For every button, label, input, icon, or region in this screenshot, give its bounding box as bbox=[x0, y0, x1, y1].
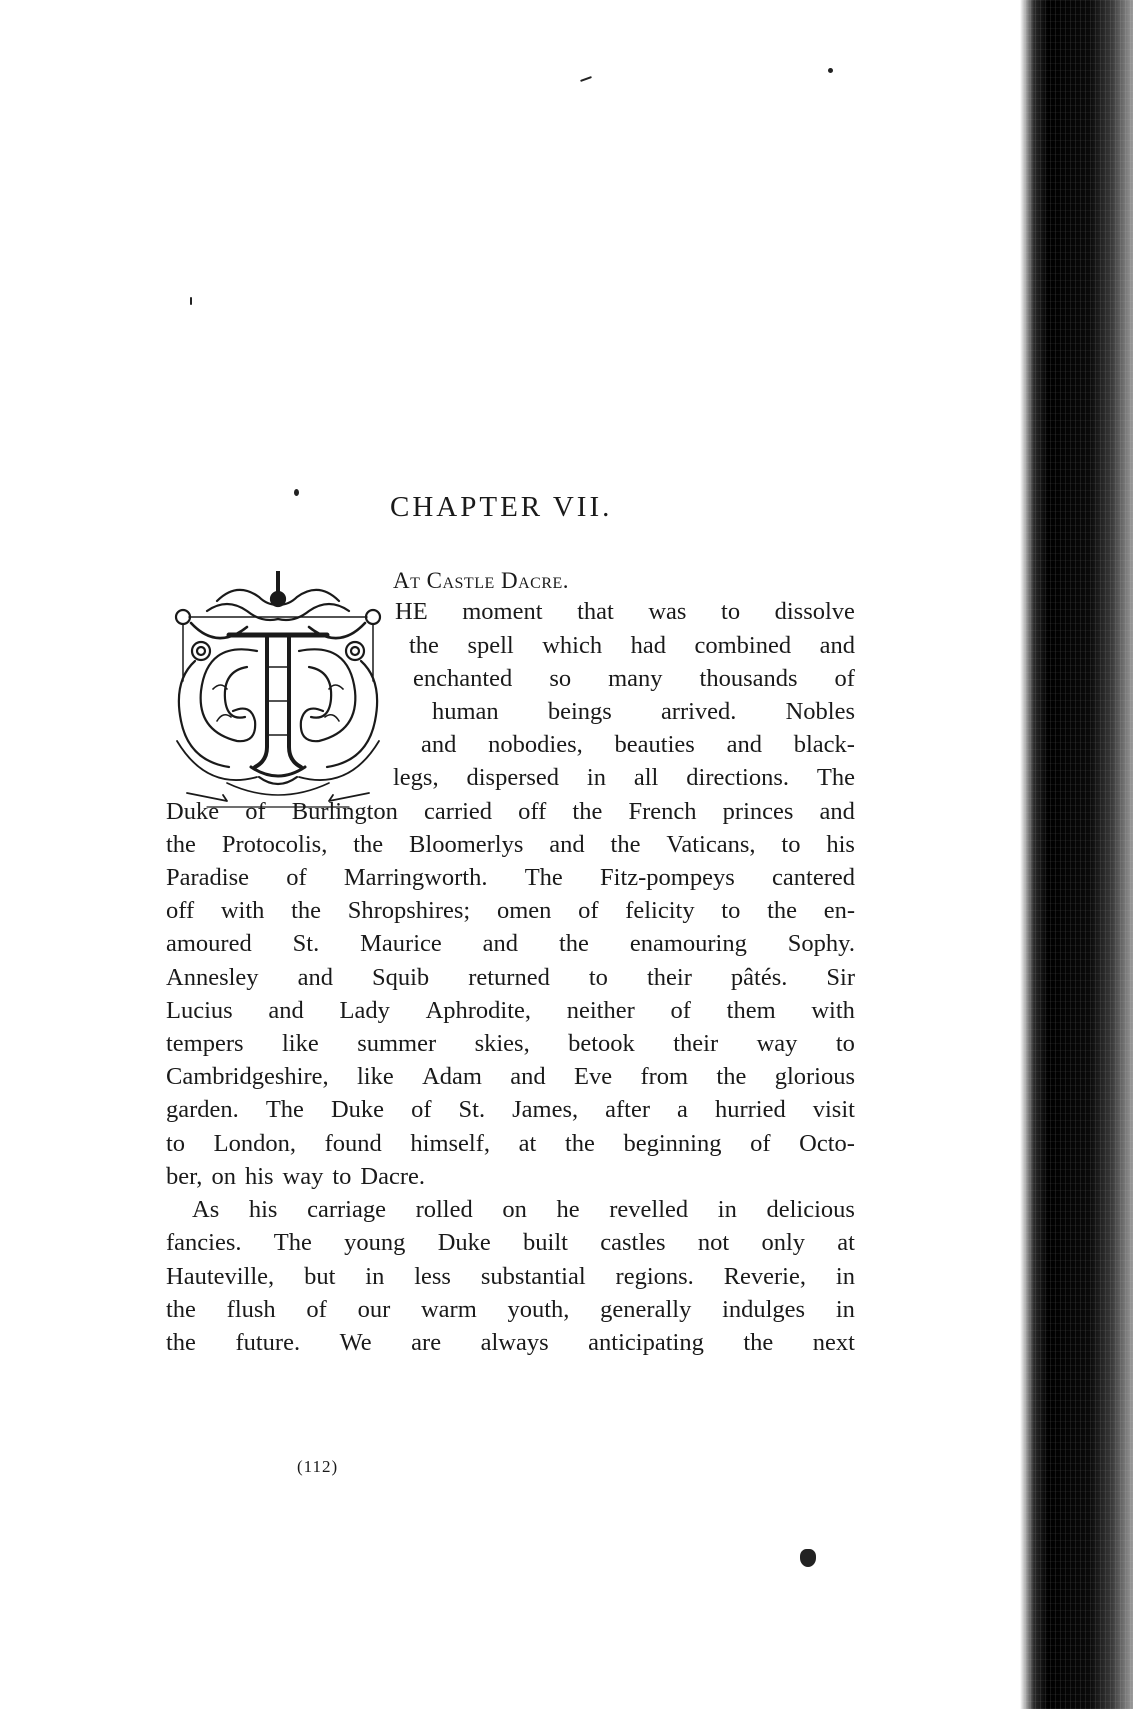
word: flush bbox=[226, 1296, 276, 1323]
word: Hauteville, bbox=[166, 1263, 275, 1290]
word: returned bbox=[468, 964, 550, 991]
word: at bbox=[518, 1130, 537, 1157]
word: the bbox=[409, 632, 439, 659]
word: of bbox=[411, 1096, 432, 1123]
word: the bbox=[166, 1296, 196, 1323]
scan-speck bbox=[580, 76, 592, 82]
word: like bbox=[282, 1030, 319, 1057]
word: to bbox=[721, 897, 741, 924]
word: skies, bbox=[474, 1030, 530, 1057]
word: indulges bbox=[722, 1296, 806, 1323]
word: felicity bbox=[625, 897, 695, 924]
scan-speck bbox=[190, 297, 192, 305]
word: James, bbox=[512, 1096, 579, 1123]
word: the bbox=[558, 930, 589, 957]
word: the bbox=[353, 831, 384, 858]
word: and bbox=[726, 731, 762, 758]
word: but bbox=[304, 1263, 336, 1290]
word: our bbox=[357, 1296, 391, 1323]
word: only bbox=[761, 1229, 805, 1256]
word: of bbox=[670, 997, 691, 1024]
word: hurried bbox=[714, 1096, 786, 1123]
word: Fitz-pompeys bbox=[600, 864, 735, 891]
word: regions. bbox=[615, 1263, 694, 1290]
text-line bbox=[166, 929, 855, 959]
word: on bbox=[502, 1196, 527, 1223]
word: spell bbox=[467, 632, 514, 659]
word: not bbox=[697, 1229, 730, 1256]
word: to bbox=[588, 964, 608, 991]
word: Dacre. bbox=[360, 1163, 426, 1190]
word: the bbox=[767, 897, 797, 924]
text-line bbox=[409, 631, 855, 661]
word: moment bbox=[462, 598, 543, 625]
word: directions. bbox=[686, 764, 790, 791]
text-line bbox=[421, 730, 855, 760]
word: and bbox=[819, 632, 855, 659]
word: Duke bbox=[166, 798, 220, 825]
word: of bbox=[286, 864, 307, 891]
text-line bbox=[166, 797, 855, 827]
word: generally bbox=[600, 1296, 692, 1323]
word: their bbox=[673, 1030, 719, 1057]
page-number: (112) bbox=[297, 1457, 339, 1476]
word: substantial bbox=[480, 1263, 586, 1290]
text-line bbox=[166, 1162, 855, 1192]
word: combined bbox=[694, 632, 792, 659]
word: The bbox=[816, 764, 855, 791]
word: are bbox=[411, 1329, 442, 1356]
word: and bbox=[297, 964, 333, 991]
word: the bbox=[610, 831, 641, 858]
word: the bbox=[572, 798, 603, 825]
word: many bbox=[608, 665, 663, 692]
ornamental-initial-icon bbox=[167, 571, 389, 811]
word: St. bbox=[458, 1096, 486, 1123]
word: rolled bbox=[415, 1196, 473, 1223]
word: them bbox=[726, 997, 776, 1024]
text-line bbox=[166, 1295, 855, 1325]
word: cantered bbox=[772, 864, 855, 891]
word: next bbox=[812, 1329, 855, 1356]
word: enchanted bbox=[413, 665, 513, 692]
word: Reverie, bbox=[723, 1263, 806, 1290]
text-line bbox=[166, 896, 855, 926]
chapter-heading: CHAPTER VII. bbox=[390, 491, 613, 523]
word: the bbox=[166, 831, 196, 858]
word: himself, bbox=[410, 1130, 491, 1157]
word: Duke bbox=[437, 1229, 491, 1256]
word: in bbox=[835, 1296, 855, 1323]
drop-cap bbox=[167, 571, 389, 811]
word: and bbox=[510, 1063, 546, 1090]
word: after bbox=[605, 1096, 651, 1123]
word: the bbox=[564, 1130, 595, 1157]
word: Shropshires; bbox=[347, 897, 471, 924]
word: black- bbox=[793, 731, 855, 758]
word: Marringworth. bbox=[343, 864, 488, 891]
word: from bbox=[640, 1063, 689, 1090]
word: Aphrodite, bbox=[425, 997, 532, 1024]
word: with bbox=[220, 897, 265, 924]
word: to bbox=[166, 1130, 186, 1157]
word: Cambridgeshire, bbox=[166, 1063, 329, 1090]
word: Sophy. bbox=[787, 930, 855, 957]
word: their bbox=[646, 964, 692, 991]
word: Bloomerlys bbox=[409, 831, 524, 858]
word: off bbox=[518, 798, 547, 825]
text-line bbox=[166, 863, 855, 893]
word: of bbox=[834, 665, 855, 692]
word: to bbox=[332, 1163, 352, 1190]
word: Duke bbox=[330, 1096, 385, 1123]
word: en- bbox=[823, 897, 855, 924]
word: castles bbox=[600, 1229, 666, 1256]
word: tempers bbox=[166, 1030, 244, 1057]
word: and bbox=[482, 930, 519, 957]
word: revelled bbox=[609, 1196, 689, 1223]
text-line bbox=[395, 597, 855, 627]
word: way bbox=[282, 1163, 324, 1190]
text-line bbox=[166, 1062, 855, 1092]
word: to bbox=[721, 598, 741, 625]
word: the bbox=[166, 1329, 196, 1356]
word: Maurice bbox=[360, 930, 442, 957]
word: Squib bbox=[371, 964, 430, 991]
word: We bbox=[339, 1329, 372, 1356]
word: arrived. bbox=[660, 698, 737, 725]
word: French bbox=[628, 798, 697, 825]
scan-speck bbox=[294, 489, 299, 496]
word: Lady bbox=[339, 997, 390, 1024]
word: in bbox=[586, 764, 606, 791]
word: dispersed bbox=[466, 764, 560, 791]
word: and bbox=[819, 798, 855, 825]
text-line bbox=[166, 1228, 855, 1258]
word: he bbox=[556, 1196, 580, 1223]
word: beings bbox=[547, 698, 612, 725]
word: way bbox=[756, 1030, 798, 1057]
text-line bbox=[413, 664, 855, 694]
word: glorious bbox=[774, 1063, 855, 1090]
word: Eve bbox=[574, 1063, 613, 1090]
word: legs, bbox=[393, 764, 439, 791]
word: Lucius bbox=[166, 997, 233, 1024]
word: ber, bbox=[166, 1163, 203, 1190]
word: of bbox=[306, 1296, 327, 1323]
chapter-subtitle: At Castle Dacre. bbox=[393, 568, 570, 593]
word: St. bbox=[292, 930, 320, 957]
word: delicious bbox=[766, 1196, 855, 1223]
word: youth, bbox=[507, 1296, 570, 1323]
word: thousands bbox=[699, 665, 798, 692]
text-line bbox=[166, 996, 855, 1026]
word: The bbox=[273, 1229, 312, 1256]
word: to bbox=[835, 1030, 855, 1057]
text-line bbox=[166, 1029, 855, 1059]
word: Annesley bbox=[166, 964, 259, 991]
word: omen bbox=[496, 897, 552, 924]
text-line bbox=[166, 1328, 855, 1358]
scan-speck bbox=[828, 68, 833, 73]
word: and bbox=[421, 731, 457, 758]
word: the bbox=[716, 1063, 747, 1090]
word: beginning bbox=[623, 1130, 722, 1157]
word: of bbox=[750, 1130, 771, 1157]
word: in bbox=[717, 1196, 737, 1223]
page-edge-texture bbox=[1020, 0, 1133, 1709]
word: The bbox=[524, 864, 563, 891]
word: garden. bbox=[166, 1096, 239, 1123]
word: on bbox=[211, 1163, 236, 1190]
word: a bbox=[677, 1096, 688, 1123]
word: visit bbox=[812, 1096, 855, 1123]
word: all bbox=[633, 764, 659, 791]
word: in bbox=[835, 1263, 855, 1290]
word: enamouring bbox=[629, 930, 747, 957]
word: young bbox=[344, 1229, 406, 1256]
word: and bbox=[268, 997, 304, 1024]
word: future. bbox=[235, 1329, 301, 1356]
word: dissolve bbox=[774, 598, 855, 625]
word: the bbox=[291, 897, 322, 924]
word: Protocolis, bbox=[221, 831, 328, 858]
word: beauties bbox=[614, 731, 695, 758]
text-line bbox=[166, 963, 855, 993]
word: HE bbox=[395, 598, 428, 625]
text-line bbox=[166, 1095, 855, 1125]
word: Vaticans, bbox=[666, 831, 756, 858]
word: nobodies, bbox=[488, 731, 583, 758]
word: and bbox=[549, 831, 585, 858]
word: London, bbox=[213, 1130, 297, 1157]
word: of bbox=[245, 798, 266, 825]
word: human bbox=[432, 698, 499, 725]
word: warm bbox=[420, 1296, 477, 1323]
word: Burlington bbox=[291, 798, 398, 825]
word: of bbox=[578, 897, 599, 924]
word: his bbox=[248, 1196, 278, 1223]
word: carriage bbox=[307, 1196, 386, 1223]
word: the bbox=[743, 1329, 774, 1356]
word: his bbox=[826, 831, 855, 858]
word: amoured bbox=[166, 930, 252, 957]
word: at bbox=[837, 1229, 855, 1256]
word: built bbox=[523, 1229, 568, 1256]
word: like bbox=[356, 1063, 394, 1090]
scan-speck bbox=[800, 1549, 816, 1567]
word: had bbox=[630, 632, 666, 659]
word: betook bbox=[568, 1030, 635, 1057]
word: Nobles bbox=[785, 698, 855, 725]
word: to bbox=[781, 831, 801, 858]
word: always bbox=[480, 1329, 549, 1356]
word: with bbox=[811, 997, 855, 1024]
text-line bbox=[432, 697, 855, 727]
text-line bbox=[393, 763, 855, 793]
word: Sir bbox=[826, 964, 855, 991]
text-line bbox=[192, 1195, 855, 1225]
word: The bbox=[265, 1096, 304, 1123]
word: in bbox=[365, 1263, 385, 1290]
word: neither bbox=[566, 997, 635, 1024]
word: was bbox=[648, 598, 687, 625]
word: princes bbox=[722, 798, 794, 825]
word: Adam bbox=[422, 1063, 482, 1090]
word: so bbox=[549, 665, 572, 692]
word: fancies. bbox=[166, 1229, 242, 1256]
word: found bbox=[324, 1130, 382, 1157]
word: summer bbox=[357, 1030, 437, 1057]
word: that bbox=[577, 598, 614, 625]
word: As bbox=[192, 1196, 220, 1223]
word: off bbox=[166, 897, 195, 924]
text-line bbox=[166, 1262, 855, 1292]
word: Octo- bbox=[799, 1130, 855, 1157]
word: less bbox=[414, 1263, 451, 1290]
word: pâtés. bbox=[730, 964, 788, 991]
text-line bbox=[166, 1129, 855, 1159]
text-line bbox=[166, 830, 855, 860]
word: his bbox=[244, 1163, 274, 1190]
word: carried bbox=[424, 798, 493, 825]
word: which bbox=[542, 632, 603, 659]
word: Paradise bbox=[166, 864, 249, 891]
word: anticipating bbox=[588, 1329, 704, 1356]
